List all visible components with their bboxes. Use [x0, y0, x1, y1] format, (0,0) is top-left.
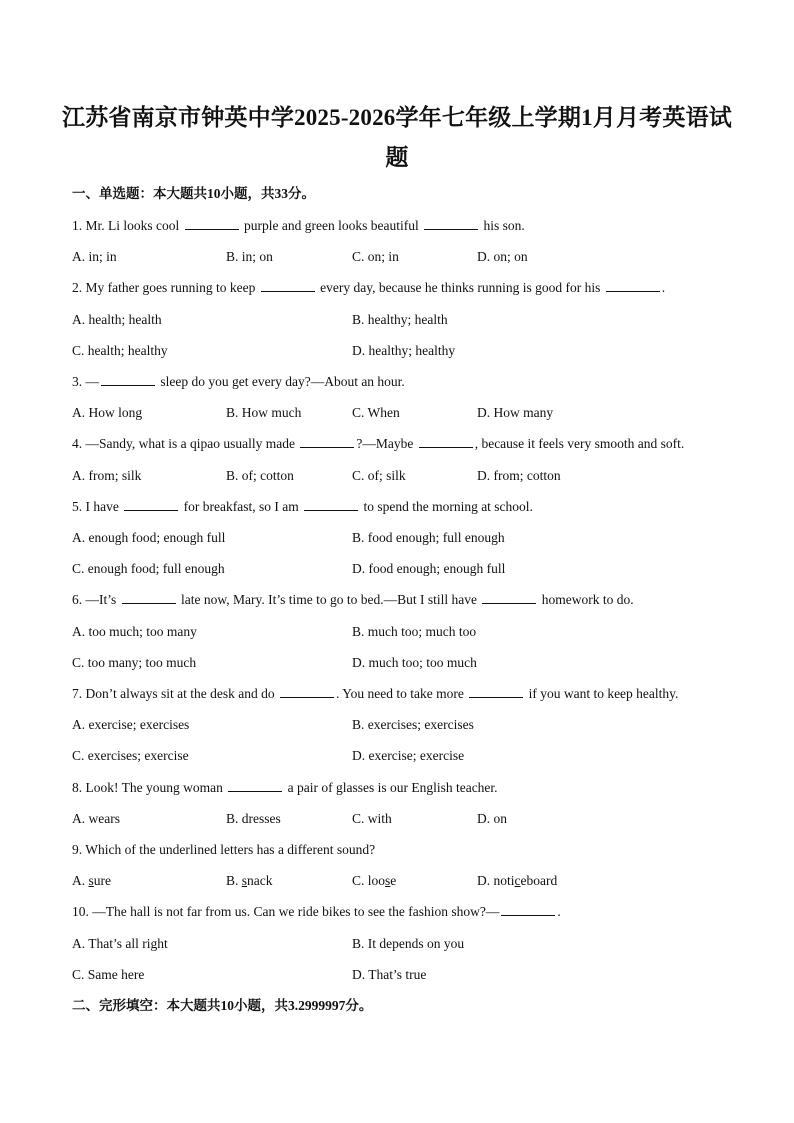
option-d: D. healthy; healthy	[352, 343, 456, 358]
option-c: C. Same here	[72, 967, 145, 982]
option-b: B. exercises; exercises	[352, 717, 474, 732]
option-a: A. wears	[72, 811, 120, 826]
option-a: A. That’s all right	[72, 936, 168, 951]
question-text: 10. —The hall is not far from us. Can we ride bikes to see the fashion show?—	[72, 904, 500, 919]
option-a: A. health; health	[72, 312, 162, 327]
section-heading-cloze: 二、完形填空：本大题共10小题，共3.2999997分。	[72, 998, 373, 1013]
option-d: D. from; cotton	[477, 468, 561, 483]
answer-blank	[228, 779, 282, 792]
answer-blank	[101, 373, 155, 386]
question-text: 7. Don’t always sit at the desk and do	[72, 686, 278, 701]
option-text: B.	[226, 873, 242, 888]
option-b: B. of; cotton	[226, 468, 294, 483]
option-d	[477, 872, 557, 890]
option-b: B. It depends on you	[352, 936, 465, 951]
option-c: C. enough food; full enough	[72, 561, 225, 576]
answer-blank	[424, 217, 478, 230]
question-text: 3. —	[72, 374, 99, 389]
option-d: D. much too; too much	[352, 655, 477, 670]
option-c	[352, 872, 396, 890]
question-text: 5. I have	[72, 499, 123, 514]
underlined-letter: s	[88, 873, 94, 888]
option-b: B. food enough; full enough	[352, 530, 505, 545]
option-a: A. enough food; enough full	[72, 530, 226, 545]
question-text: 6. —It’s	[72, 592, 120, 607]
option-d: D. food enough; enough full	[352, 561, 506, 576]
option-a: A. exercise; exercises	[72, 717, 190, 732]
question-7	[72, 685, 678, 703]
question-text: 4. —Sandy, what is a qipao usually made	[72, 436, 299, 451]
question-text: .	[557, 904, 561, 919]
option-c: C. When	[352, 405, 400, 420]
question-text: 9. Which of the underlined letters has a different sound?	[72, 842, 376, 857]
question-text: to spend the morning at school.	[360, 499, 533, 514]
question-text: for breakfast, so I am	[180, 499, 303, 514]
option-text: D. noti	[477, 873, 515, 888]
option-b: B. dresses	[226, 811, 281, 826]
question-text: sleep do you get every day?—About an hour.	[157, 374, 405, 389]
option-c: C. health; healthy	[72, 343, 168, 358]
question-text: late now, Mary. It’s time to go to bed.—But I still have	[177, 592, 481, 607]
option-text: nack	[247, 873, 273, 888]
question-text: homework to do.	[538, 592, 634, 607]
question-5	[72, 498, 533, 516]
section-heading-single-choice: 一、单选题：本大题共10小题，共33分。	[72, 186, 315, 201]
question-text: , because it feels very smooth and soft.	[474, 436, 685, 451]
option-d: D. exercise; exercise	[352, 748, 465, 763]
option-a: A. from; silk	[72, 468, 142, 483]
question-3	[72, 373, 405, 391]
option-text: e	[390, 873, 397, 888]
question-4	[72, 435, 684, 453]
question-9	[72, 841, 375, 859]
option-b: B. How much	[226, 405, 302, 420]
question-text: ?—Maybe	[356, 436, 417, 451]
option-b: B. healthy; health	[352, 312, 448, 327]
answer-blank	[469, 685, 523, 698]
option-c: C. exercises; exercise	[72, 748, 189, 763]
underlined-letter: s	[241, 873, 248, 888]
option-a	[72, 872, 111, 890]
page-title: 江苏省南京市钟英中学2025-2026学年七年级上学期1月月考英语试	[62, 105, 732, 130]
option-d: D. That’s true	[352, 967, 427, 982]
question-text: . You need to take more	[335, 686, 468, 701]
question-10	[72, 903, 561, 921]
question-text: 2. My father goes running to keep	[72, 280, 259, 295]
underlined-letter: c	[514, 873, 521, 888]
answer-blank	[501, 903, 555, 916]
page-title-continued: 题	[385, 145, 409, 170]
question-6	[72, 591, 634, 609]
question-1	[72, 217, 525, 235]
answer-blank	[124, 498, 178, 511]
option-text: C. loo	[352, 873, 386, 888]
question-text: purple and green looks beautiful	[240, 218, 423, 233]
option-c: C. too many; too much	[72, 655, 197, 670]
question-text: a pair of glasses is our English teacher.	[284, 780, 498, 795]
question-text: his son.	[480, 218, 525, 233]
option-c: C. on; in	[352, 249, 399, 264]
option-c: C. with	[352, 811, 392, 826]
answer-blank	[482, 591, 536, 604]
option-c: C. of; silk	[352, 468, 406, 483]
answer-blank	[606, 279, 660, 292]
underlined-letter: s	[385, 873, 391, 888]
option-a: A. How long	[72, 405, 143, 420]
answer-blank	[300, 435, 354, 448]
option-text: A.	[72, 873, 89, 888]
question-2	[72, 279, 665, 297]
answer-blank	[261, 279, 315, 292]
answer-blank	[185, 217, 239, 230]
option-d: D. on; on	[477, 249, 528, 264]
option-d: D. on	[477, 811, 507, 826]
question-text: every day, because he thinks running is good for his	[316, 280, 604, 295]
answer-blank	[280, 685, 334, 698]
question-8	[72, 779, 498, 797]
option-b	[226, 872, 273, 890]
option-b: B. much too; much too	[352, 624, 477, 639]
question-text: 8. Look! The young woman	[72, 780, 227, 795]
option-text: ure	[93, 873, 112, 888]
answer-blank	[122, 591, 176, 604]
answer-blank	[304, 498, 358, 511]
answer-blank	[419, 435, 473, 448]
option-b: B. in; on	[226, 249, 273, 264]
option-text: eboard	[520, 873, 558, 888]
question-text: .	[661, 280, 666, 295]
option-d: D. How many	[477, 405, 554, 420]
question-text: if you want to keep healthy.	[525, 686, 679, 701]
option-a: A. in; in	[72, 249, 117, 264]
option-a: A. too much; too many	[72, 624, 197, 639]
question-text: 1. Mr. Li looks cool	[72, 218, 183, 233]
